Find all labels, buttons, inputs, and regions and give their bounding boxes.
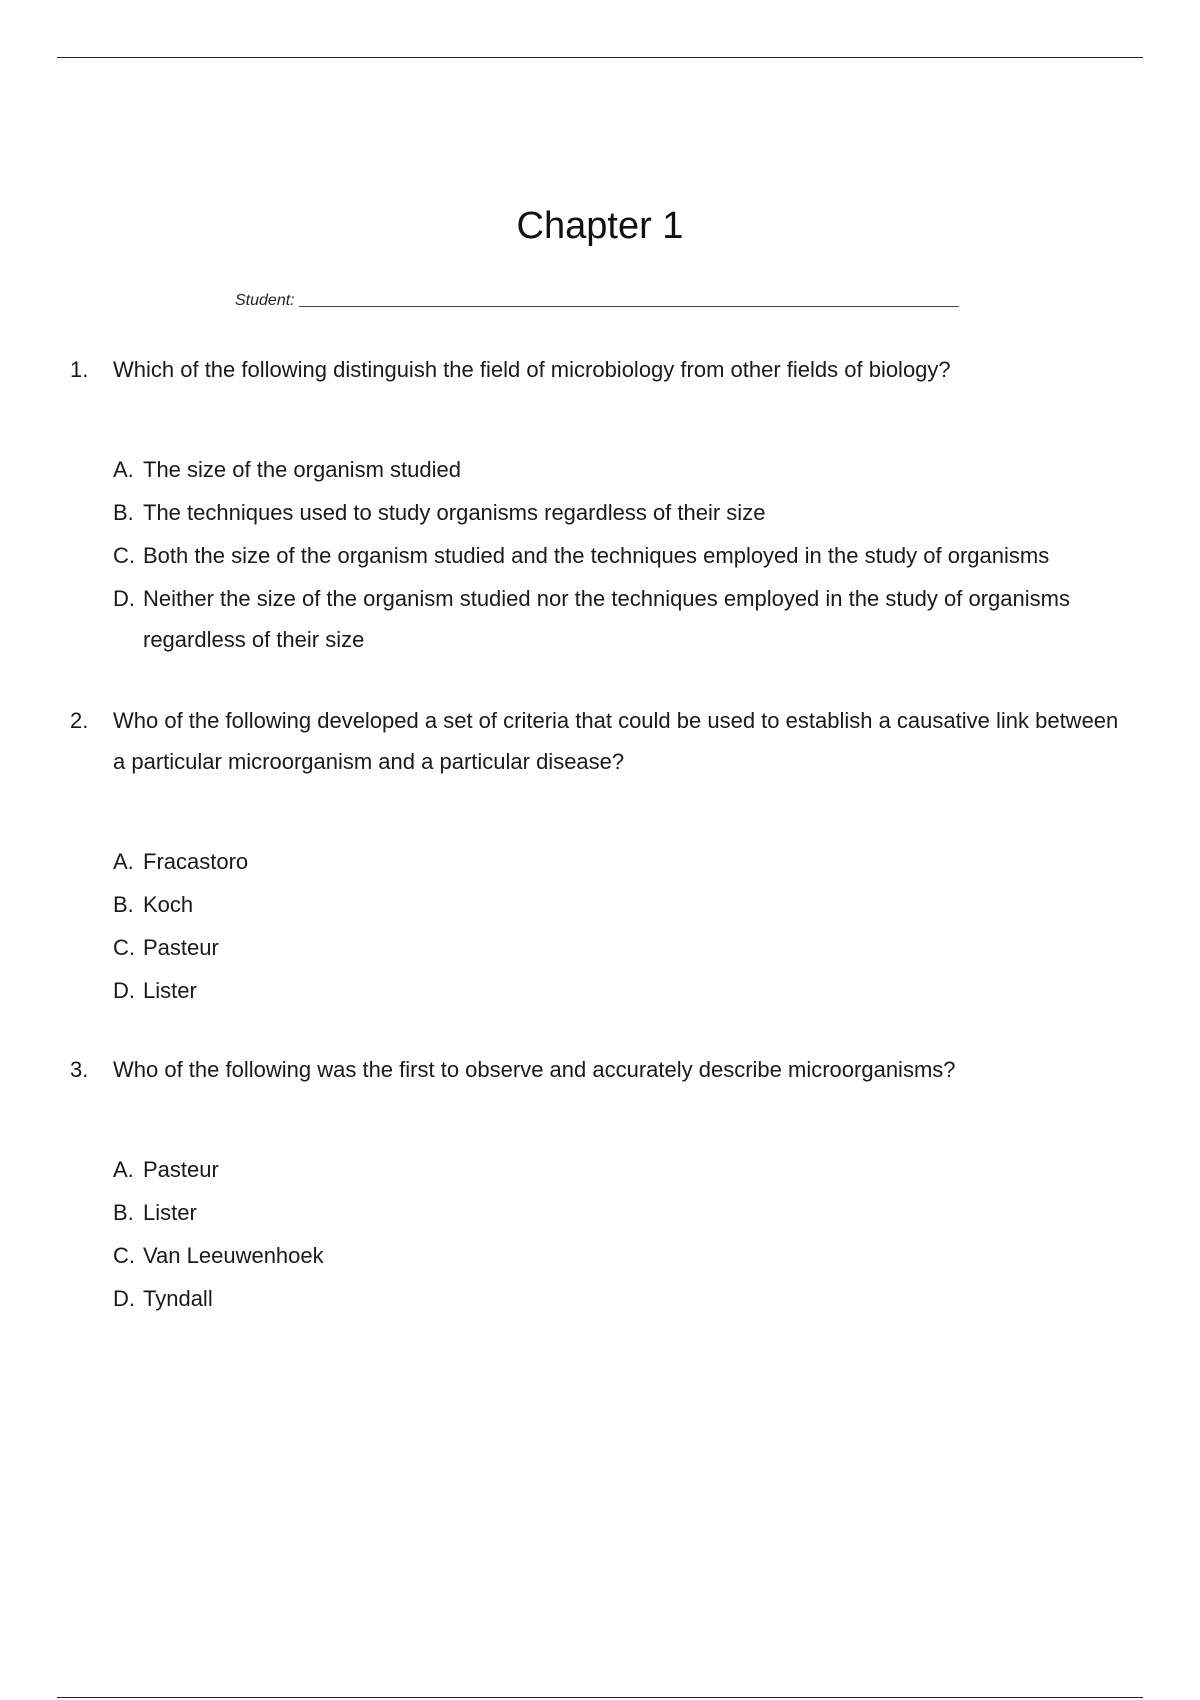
option-letter: A. <box>113 1157 134 1182</box>
page-title: Chapter 1 <box>516 205 684 247</box>
answer-option-d[interactable] <box>113 1278 1130 1319</box>
option-letter: B. <box>113 892 134 917</box>
question-header <box>70 1049 1130 1090</box>
answer-options <box>70 841 1130 1011</box>
option-text: Neither the size of the organism studied nor the techniques employed in the study of organisms regardless of their size <box>143 586 1070 652</box>
option-text: Tyndall <box>143 1286 213 1311</box>
student-name-line[interactable] <box>299 306 959 307</box>
top-rule <box>57 57 1143 58</box>
option-letter: B. <box>113 1200 134 1225</box>
answer-option-c[interactable] <box>113 1235 1130 1276</box>
question-number: 1. <box>70 357 89 382</box>
question-3 <box>70 1049 1130 1321</box>
answer-options <box>70 449 1130 660</box>
answer-option-b[interactable] <box>113 1192 1130 1233</box>
option-text: Lister <box>143 1200 197 1225</box>
answer-option-c[interactable] <box>113 535 1130 576</box>
option-letter: D. <box>113 978 135 1003</box>
option-letter: D. <box>113 586 135 611</box>
question-1 <box>70 349 1130 662</box>
option-letter: A. <box>113 457 134 482</box>
option-text: Both the size of the organism studied and the techniques employed in the study of organisms <box>143 543 1050 568</box>
answer-option-d[interactable] <box>113 970 1130 1011</box>
option-text: Pasteur <box>143 935 219 960</box>
bottom-rule <box>57 1697 1143 1698</box>
question-header <box>70 700 1130 782</box>
answer-option-c[interactable] <box>113 927 1130 968</box>
answer-option-b[interactable] <box>113 884 1130 925</box>
answer-option-d[interactable] <box>113 578 1130 660</box>
option-text: Fracastoro <box>143 849 249 874</box>
question-2 <box>70 700 1130 1013</box>
option-text: Koch <box>143 892 194 917</box>
student-label: Student: <box>235 292 295 309</box>
option-letter: C. <box>113 935 135 960</box>
question-number: 3. <box>70 1057 89 1082</box>
student-field <box>235 292 959 310</box>
option-text: The techniques used to study organisms regardless of their size <box>143 500 766 525</box>
option-letter: C. <box>113 1243 135 1268</box>
question-number: 2. <box>70 708 89 733</box>
answer-option-a[interactable] <box>113 841 1130 882</box>
option-letter: A. <box>113 849 134 874</box>
option-letter: D. <box>113 1286 135 1311</box>
option-text: Lister <box>143 978 197 1003</box>
option-letter: C. <box>113 543 135 568</box>
answer-option-b[interactable] <box>113 492 1130 533</box>
answer-option-a[interactable] <box>113 449 1130 490</box>
question-text: Which of the following distinguish the field of microbiology from other fields of biology? <box>113 357 951 382</box>
answer-options <box>70 1149 1130 1319</box>
question-text: Who of the following was the first to observe and accurately describe microorganisms? <box>113 1057 956 1082</box>
option-text: The size of the organism studied <box>143 457 461 482</box>
option-text: Pasteur <box>143 1157 219 1182</box>
answer-option-a[interactable] <box>113 1149 1130 1190</box>
option-letter: B. <box>113 500 134 525</box>
question-text: Who of the following developed a set of criteria that could be used to establish a causative link between a particular microorganism and a particular disease? <box>113 708 1119 774</box>
option-text: Van Leeuwenhoek <box>143 1243 324 1268</box>
question-header <box>70 349 1130 390</box>
